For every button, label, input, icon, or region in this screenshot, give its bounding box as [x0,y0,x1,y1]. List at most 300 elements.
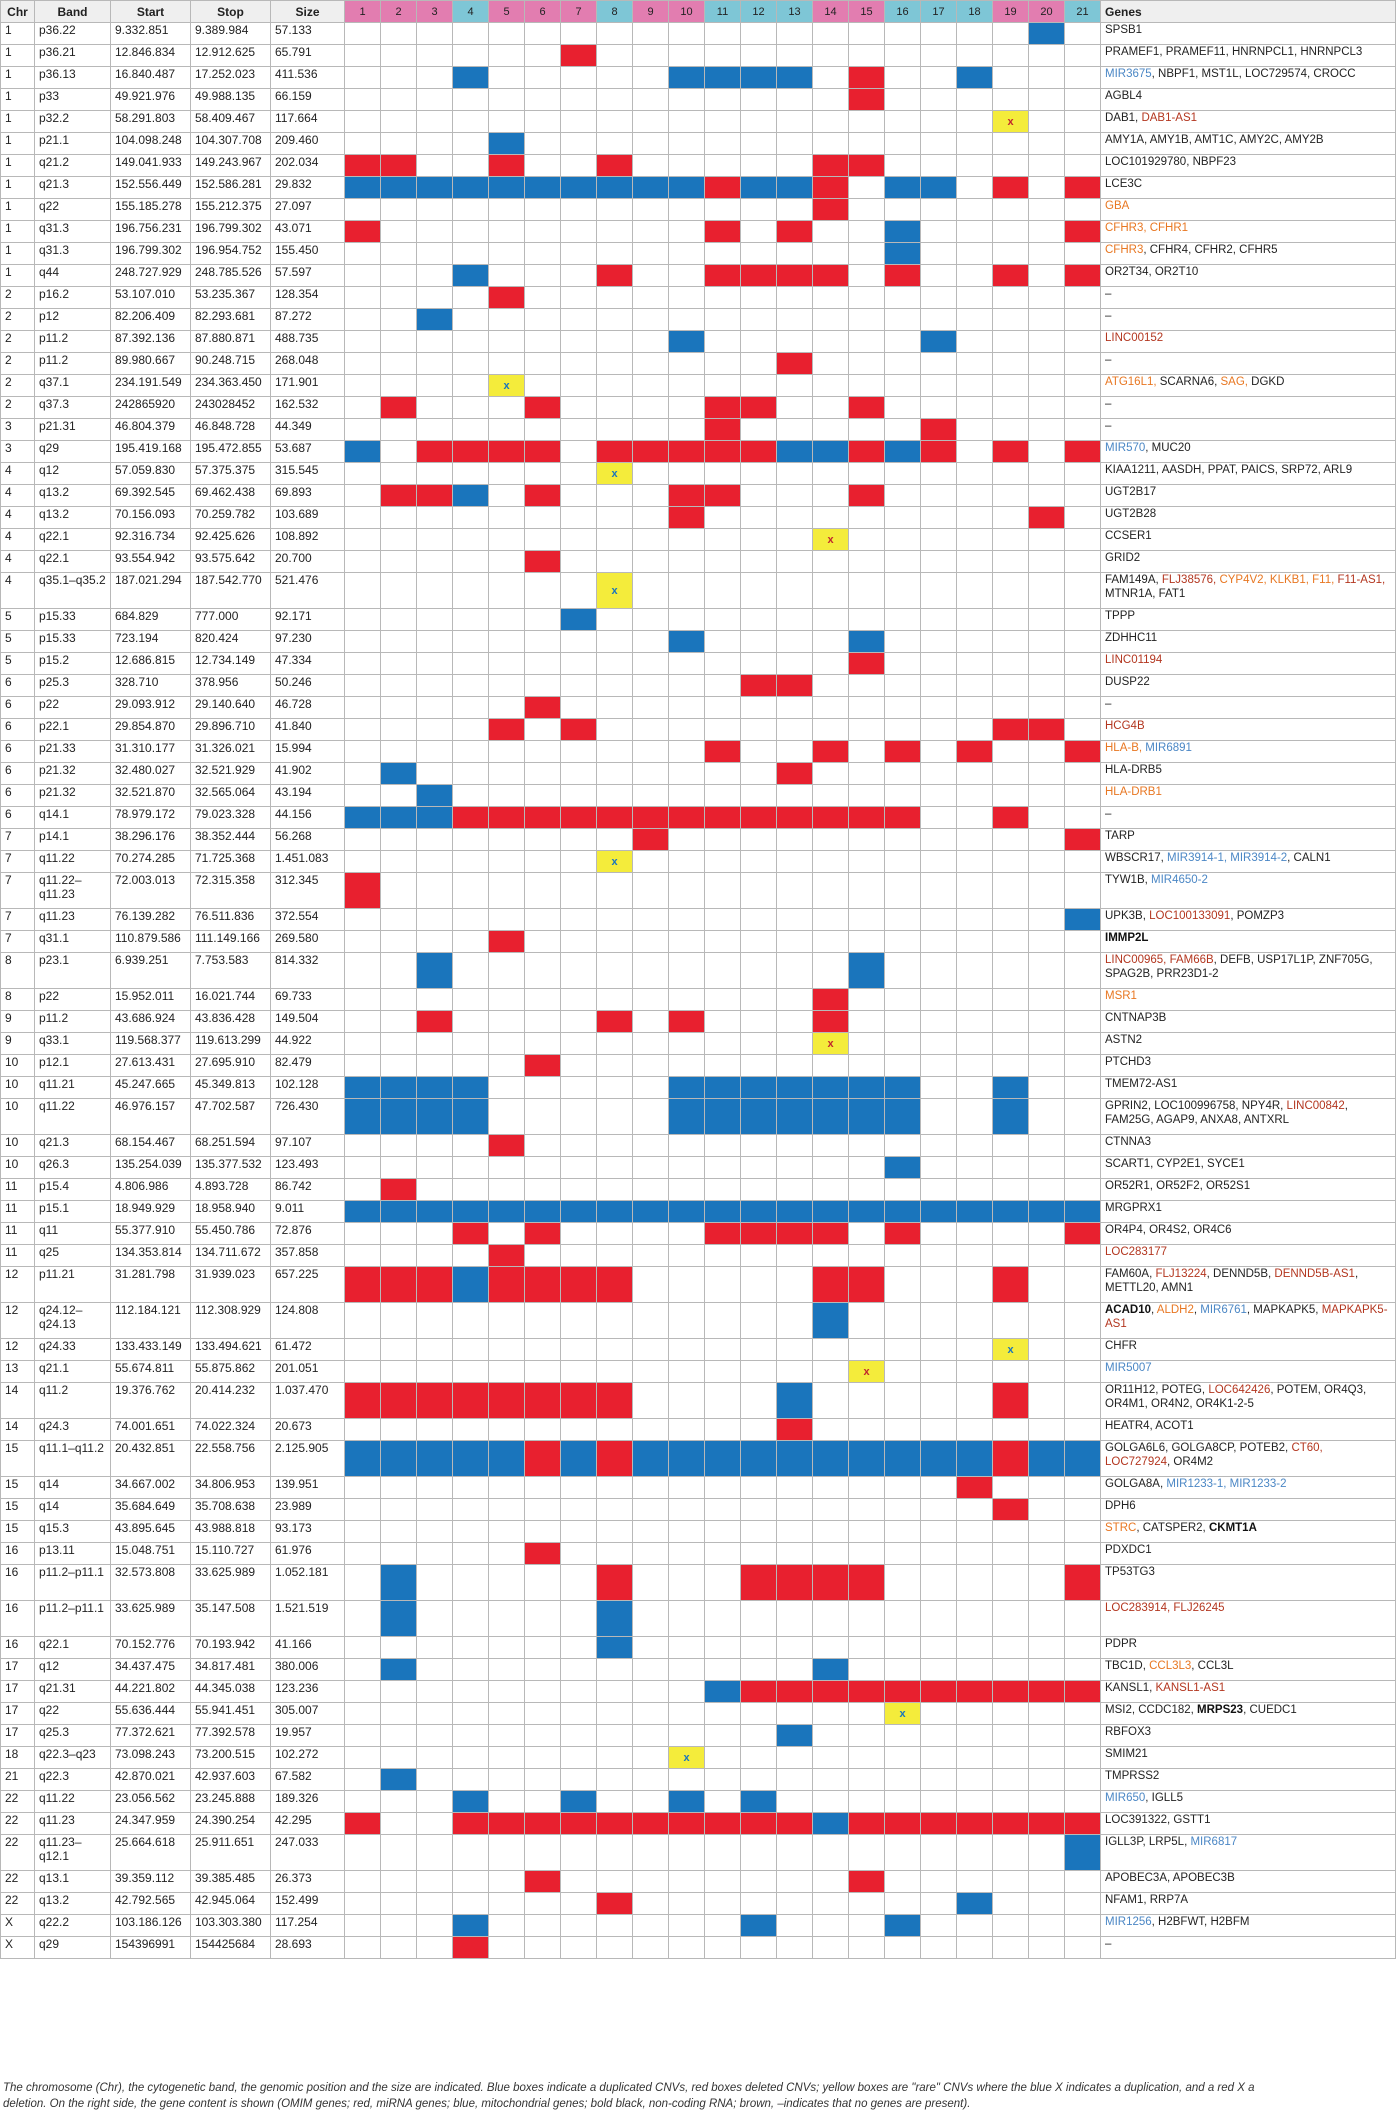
gene-text: MRGPRX1 [1105,1202,1162,1214]
deletion-box [813,177,849,199]
cell-size: 269.580 [271,931,345,953]
empty-box [453,1419,489,1441]
empty-box [957,199,993,221]
gene-text: TMEM72-AS1 [1105,1078,1178,1090]
empty-box [345,1521,381,1543]
cell-size: 108.892 [271,529,345,551]
empty-box [381,1681,417,1703]
cell-chr: 1 [1,177,35,199]
empty-box [345,23,381,45]
empty-box [957,1747,993,1769]
empty-box [813,133,849,155]
gene-text: , CALN1 [1287,852,1331,864]
empty-box [777,45,813,67]
empty-box [885,873,921,909]
empty-box [993,697,1029,719]
empty-box [705,463,741,485]
gene-text: – [1105,398,1112,410]
empty-box [345,1835,381,1871]
table-row [1,1543,1396,1565]
empty-box [561,1565,597,1601]
empty-box [993,1637,1029,1659]
empty-box [993,199,1029,221]
deletion-box [813,199,849,221]
empty-box [561,675,597,697]
empty-box [345,287,381,309]
empty-box [705,1601,741,1637]
empty-box [957,1303,993,1339]
empty-box [381,1245,417,1267]
empty-box [885,155,921,177]
cell-band: q22.2 [35,1915,111,1937]
cell-band: q11.22–q11.23 [35,873,111,909]
empty-box [561,309,597,331]
empty-box [705,1135,741,1157]
duplication-box [417,1099,453,1135]
empty-box [1029,89,1065,111]
duplication-box [489,1441,525,1477]
empty-box [957,485,993,507]
gene-text: CCSER1 [1105,530,1152,542]
empty-box [957,1725,993,1747]
empty-box [417,1565,453,1601]
deletion-box [525,485,561,507]
deletion-box [417,1011,453,1033]
empty-box [957,851,993,873]
empty-box [525,1135,561,1157]
deletion-box [813,807,849,829]
gene-text: CFHR3 [1105,244,1144,256]
cell-band: q37.3 [35,397,111,419]
cell-chr: 11 [1,1223,35,1245]
empty-box [1065,155,1101,177]
empty-box [525,763,561,785]
empty-box [489,1339,525,1361]
empty-box [561,1477,597,1499]
empty-box [633,375,669,397]
gene-text: ATG16L1, [1105,376,1160,388]
empty-box [849,1339,885,1361]
gene-text: LINC00965, FAM66B [1105,954,1214,966]
empty-box [669,1499,705,1521]
empty-box [849,1601,885,1637]
deletion-box [957,1813,993,1835]
deletion-box [597,1011,633,1033]
empty-box [813,353,849,375]
cell-genes [1101,631,1396,653]
table-row [1,1725,1396,1747]
empty-box [777,133,813,155]
duplication-box [669,331,705,353]
empty-box [705,697,741,719]
rare-duplication-box: x [597,573,633,609]
empty-box [921,675,957,697]
empty-box [1029,45,1065,67]
cell-size: 657.225 [271,1267,345,1303]
empty-box [561,89,597,111]
empty-box [561,1499,597,1521]
empty-box [453,551,489,573]
cell-chr: 12 [1,1339,35,1361]
cell-start: 70.274.285 [111,851,191,873]
empty-box [741,1245,777,1267]
empty-box [1029,873,1065,909]
empty-box [993,573,1029,609]
gene-text: , CFHR4, CFHR2, CFHR5 [1143,244,1278,256]
empty-box [597,989,633,1011]
deletion-box [777,221,813,243]
table-row [1,1223,1396,1245]
table-row [1,719,1396,741]
empty-box [345,1659,381,1681]
cell-size: 50.246 [271,675,345,697]
empty-box [705,1565,741,1601]
cell-start: 32.480.027 [111,763,191,785]
empty-box [381,1915,417,1937]
empty-box [561,397,597,419]
empty-box [453,1339,489,1361]
empty-box [777,719,813,741]
deletion-box [849,1267,885,1303]
empty-box [525,375,561,397]
cell-start: 70.156.093 [111,507,191,529]
empty-box [957,463,993,485]
cell-chr: 1 [1,133,35,155]
empty-box [561,829,597,851]
empty-box [885,1419,921,1441]
empty-box [1065,1521,1101,1543]
empty-box [561,1011,597,1033]
empty-box [1065,1937,1101,1959]
deletion-box [777,1565,813,1601]
empty-box [1029,1637,1065,1659]
table-row [1,331,1396,353]
rare-deletion-box: x [993,111,1029,133]
cell-start: 29.093.912 [111,697,191,719]
empty-box [993,1245,1029,1267]
deletion-box [597,1813,633,1835]
gene-text: – [1105,1938,1112,1950]
empty-box [1029,989,1065,1011]
empty-box [633,1339,669,1361]
cell-genes [1101,1135,1396,1157]
cell-chr: 2 [1,397,35,419]
empty-box [705,989,741,1011]
gene-text: LOC642426 [1208,1384,1271,1396]
empty-box [885,1179,921,1201]
empty-box [597,829,633,851]
gene-text: FAM60A, [1105,1268,1156,1280]
empty-box [669,1339,705,1361]
cell-band: p36.22 [35,23,111,45]
duplication-box [993,1099,1029,1135]
gene-text: MIR6891 [1145,742,1192,754]
deletion-box [525,441,561,463]
empty-box [489,265,525,287]
table-row [1,67,1396,89]
duplication-box [633,177,669,199]
cell-band: q14.1 [35,807,111,829]
cell-size: 27.097 [271,199,345,221]
empty-box [741,989,777,1011]
cell-stop: 77.392.578 [191,1725,271,1747]
cell-size: 102.272 [271,1747,345,1769]
empty-box [813,1893,849,1915]
empty-box [417,67,453,89]
empty-box [885,1937,921,1959]
empty-box [453,199,489,221]
empty-box [849,1521,885,1543]
empty-box [525,1659,561,1681]
empty-box [849,785,885,807]
cell-chr: 9 [1,1033,35,1055]
empty-box [597,331,633,353]
empty-box [885,1601,921,1637]
header-sample-5: 5 [489,1,525,23]
empty-box [561,1543,597,1565]
empty-box [597,675,633,697]
empty-box [633,851,669,873]
gene-text: , [1193,1304,1201,1316]
cell-chr: 8 [1,989,35,1011]
empty-box [885,287,921,309]
empty-box [777,89,813,111]
duplication-box [669,1077,705,1099]
table-row [1,397,1396,419]
cell-stop: 76.511.836 [191,909,271,931]
deletion-box [561,807,597,829]
empty-box [885,1543,921,1565]
empty-box [489,1681,525,1703]
empty-box [921,529,957,551]
cell-chr: 16 [1,1601,35,1637]
empty-box [633,1099,669,1135]
empty-box [777,111,813,133]
cell-chr: 7 [1,931,35,953]
empty-box [777,1871,813,1893]
cell-start: 33.625.989 [111,1601,191,1637]
cell-band: p22.1 [35,719,111,741]
empty-box [957,1521,993,1543]
table-row [1,1441,1396,1477]
cell-start: 6.939.251 [111,953,191,989]
empty-box [993,419,1029,441]
rare-deletion-box: x [813,529,849,551]
empty-box [345,1245,381,1267]
empty-box [525,309,561,331]
duplication-box [525,1201,561,1223]
empty-box [885,89,921,111]
empty-box [993,785,1029,807]
deletion-box [633,441,669,463]
empty-box [669,1521,705,1543]
empty-box [345,1033,381,1055]
empty-box [345,419,381,441]
empty-box [1065,931,1101,953]
gene-text: MIR1233-1, MIR1233-2 [1166,1478,1287,1490]
empty-box [921,89,957,111]
empty-box [417,719,453,741]
deletion-box [489,931,525,953]
gene-text: MIR3675 [1105,68,1152,80]
empty-box [777,1937,813,1959]
empty-box [525,719,561,741]
deletion-box [813,155,849,177]
empty-box [453,1893,489,1915]
cell-band: q13.2 [35,1893,111,1915]
duplication-box [885,221,921,243]
empty-box [921,953,957,989]
empty-box [705,155,741,177]
empty-box [885,697,921,719]
deletion-box [525,1871,561,1893]
empty-box [885,653,921,675]
empty-box [633,609,669,631]
empty-box [669,199,705,221]
empty-box [381,1543,417,1565]
cell-stop: 12.734.149 [191,653,271,675]
empty-box [849,23,885,45]
empty-box [489,1747,525,1769]
deletion-box [597,1383,633,1419]
deletion-box [489,287,525,309]
empty-box [633,741,669,763]
cell-genes [1101,1303,1396,1339]
empty-box [597,763,633,785]
empty-box [957,1637,993,1659]
empty-box [345,1499,381,1521]
empty-box [561,785,597,807]
cell-band: p22 [35,989,111,1011]
empty-box [777,1303,813,1339]
empty-box [489,829,525,851]
cell-chr: 10 [1,1055,35,1077]
duplication-box [849,631,885,653]
empty-box [345,675,381,697]
empty-box [489,353,525,375]
cell-stop: 154425684 [191,1937,271,1959]
empty-box [813,873,849,909]
empty-box [633,1681,669,1703]
empty-box [633,1747,669,1769]
header-sample-19: 19 [993,1,1029,23]
cell-size: 56.268 [271,829,345,851]
deletion-box [345,1383,381,1419]
empty-box [381,609,417,631]
duplication-box [813,1201,849,1223]
empty-box [777,1543,813,1565]
table-caption: The chromosome (Chr), the cytogenetic band, the genomic position and the size are indicated. Blue boxes indicate a duplicated CNVs, red boxes deleted CNVs; yellow boxes are "rare" CNVs where the blue X indicates a duplication, and a red X a deletion. On the right side, the gene content is shown (OMIM genes; red, miRNA genes; blue, mitochondrial genes; bold black, non-coding RNA; brown, –indicates that no genes are present). [3,2082,1255,2110]
empty-box [777,609,813,631]
cell-start: 35.684.649 [111,1499,191,1521]
empty-box [1029,529,1065,551]
empty-box [993,243,1029,265]
deletion-box [849,485,885,507]
empty-box [561,989,597,1011]
empty-box [345,1937,381,1959]
empty-box [525,909,561,931]
empty-box [417,1893,453,1915]
empty-box [885,1791,921,1813]
duplication-box [885,1915,921,1937]
empty-box [921,1267,957,1303]
empty-box [633,1659,669,1681]
cell-band: q11.2 [35,1383,111,1419]
empty-box [633,309,669,331]
empty-box [993,1543,1029,1565]
empty-box [957,873,993,909]
gene-text: SCART1, CYP2E1, SYCE1 [1105,1158,1245,1170]
cell-stop: 55.941.451 [191,1703,271,1725]
cell-stop: 93.575.642 [191,551,271,573]
empty-box [453,1835,489,1871]
empty-box [489,1835,525,1871]
empty-box [993,1791,1029,1813]
cell-stop: 248.785.526 [191,265,271,287]
empty-box [777,529,813,551]
empty-box [633,763,669,785]
empty-box [957,807,993,829]
gene-text: OR11H12, POTEG, [1105,1384,1209,1396]
empty-box [849,675,885,697]
cell-stop: 92.425.626 [191,529,271,551]
duplication-box [453,1915,489,1937]
deletion-box [921,1681,957,1703]
cell-size: 117.254 [271,1915,345,1937]
cell-band: p23.1 [35,953,111,989]
deletion-box [741,441,777,463]
empty-box [1029,1915,1065,1937]
empty-box [561,1659,597,1681]
empty-box [921,551,957,573]
empty-box [561,133,597,155]
empty-box [453,1725,489,1747]
gene-text: FAM149A, [1105,574,1162,586]
empty-box [885,1769,921,1791]
gene-text: MIR5007 [1105,1362,1152,1374]
empty-box [813,1725,849,1747]
empty-box [921,719,957,741]
cell-band: q31.1 [35,931,111,953]
empty-box [561,1179,597,1201]
empty-box [381,931,417,953]
cell-chr: 4 [1,485,35,507]
empty-box [1065,719,1101,741]
empty-box [381,67,417,89]
empty-box [345,1055,381,1077]
empty-box [957,1769,993,1791]
empty-box [561,375,597,397]
empty-box [921,67,957,89]
empty-box [705,199,741,221]
empty-box [849,1477,885,1499]
empty-box [525,199,561,221]
empty-box [561,485,597,507]
table-row [1,697,1396,719]
gene-text: CKMT1A [1208,1522,1257,1534]
empty-box [561,1521,597,1543]
cell-start: 55.377.910 [111,1223,191,1245]
empty-box [561,1223,597,1245]
empty-box [1029,133,1065,155]
empty-box [741,1601,777,1637]
empty-box [777,485,813,507]
empty-box [777,1791,813,1813]
empty-box [669,23,705,45]
empty-box [849,419,885,441]
empty-box [417,551,453,573]
empty-box [813,1637,849,1659]
